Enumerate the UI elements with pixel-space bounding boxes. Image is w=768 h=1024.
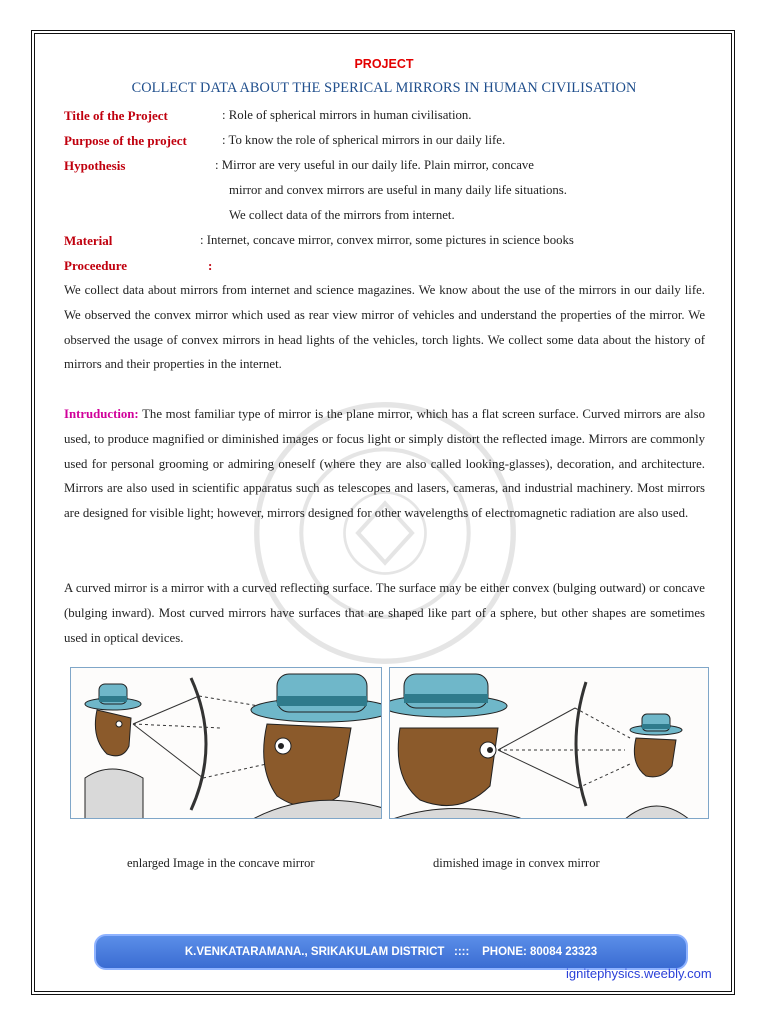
- concave-mirror-figure: [70, 667, 382, 819]
- procedure-paragraph: We collect data about mirrors from internet and science magazines. We know about the use of the mirrors in our daily life. We observed the convex mirror which used as rear view mirror of vehicles and understand the properties of the mirror. We observed the usage of convex mirrors in head lights of the vehicles, torch lights. We collect some data about the history of mirrors and their properties in the internet.: [64, 283, 705, 372]
- hypothesis-line-3: We collect data of the mirrors from internet.: [229, 208, 455, 222]
- title-label: Title of the Project: [64, 108, 168, 123]
- purpose-label: Purpose of the project: [64, 133, 187, 148]
- project-title: PROJECT: [354, 57, 414, 71]
- footer-text: K.VENKATARAMANA., SRIKAKULAM DISTRICT :::: PHONE: 80084 23323: [184, 946, 598, 958]
- introduction-paragraph: [64, 402, 705, 526]
- material-value: : Internet, concave mirror, convex mirror, some pictures in science books: [200, 233, 574, 247]
- hypothesis-line-1: : Mirror are very useful in our daily life. Plain mirror, concave: [215, 158, 534, 172]
- footer-banner: [94, 934, 688, 970]
- procedure-colon: :: [208, 258, 213, 273]
- procedure-label: Proceedure: [64, 258, 128, 273]
- material-label: Material: [64, 233, 113, 248]
- introduction-text: The most familiar type of mirror is the plane mirror, which has a flat screen surface. Curved mirrors are also used, to produce magnified or diminished images or focus light or simply distort the reflected image. Mirrors are commonly used for personal grooming or admiring oneself (where they are also called looking-glasses), decoration, and architecture. Mirrors are also used in scientific apparatus such as telescopes and lasers, cameras, and industrial machinery. Most mirrors are designed for visible light; however, mirrors designed for other wavelengths of electromagnetic radiation are also used.: [64, 407, 705, 521]
- introduction-label: Intruduction:: [64, 407, 139, 421]
- purpose-value: : To know the role of spherical mirrors in our daily life.: [222, 133, 506, 147]
- hypothesis-label: Hypothesis: [64, 158, 126, 173]
- website-link[interactable]: ignitephysics.weebly.com: [566, 966, 712, 981]
- right-figure-caption: dimished image in convex mirror: [433, 856, 600, 870]
- left-figure-caption: enlarged Image in the concave mirror: [127, 856, 315, 870]
- curved-mirror-paragraph: A curved mirror is a mirror with a curved reflecting surface. The surface may be either convex (bulging outward) or concave (bulging inward). Most curved mirrors have surfaces that are shaped like part of a sphere, but other shapes are sometimes used in optical devices.: [64, 581, 705, 645]
- convex-mirror-figure: [389, 667, 709, 819]
- hypothesis-line-2: mirror and convex mirrors are useful in many daily life situations.: [229, 183, 567, 197]
- title-value: : Role of spherical mirrors in human civilisation.: [222, 108, 472, 122]
- page-heading: COLLECT DATA ABOUT THE SPERICAL MIRRORS IN HUMAN CIVILISATION: [131, 80, 637, 96]
